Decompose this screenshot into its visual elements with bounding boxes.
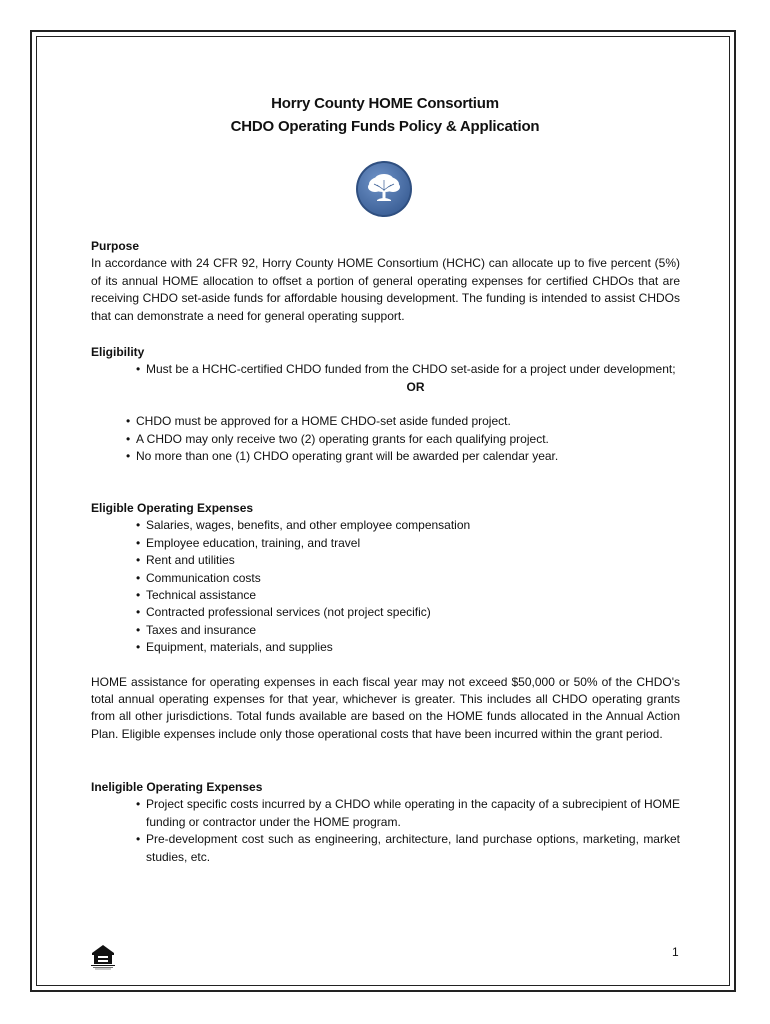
eligible-expenses-section: [91, 500, 680, 743]
purpose-paragraph: In accordance with 24 CFR 92, Horry County HOME Consortium (HCHC) can allocate up to five percent (5%) of its annual HOME allocation to offset a portion of general operating expenses for certified CHDOs that are receiving CHDO set-aside funds for affordable housing development. The funding is intended to assist CHDOs that can demonstrate a need for general operating support.: [91, 256, 680, 323]
purpose-heading: Purpose: [91, 239, 140, 253]
list-item: • Employee education, training, and travel: [136, 535, 680, 552]
purpose-section: [91, 238, 680, 325]
equal-housing-opportunity-icon: [90, 942, 116, 970]
eligible-expenses-heading: Eligible Operating Expenses: [91, 501, 254, 515]
operating-limit-paragraph: HOME assistance for operating expenses in each fiscal year may not exceed $50,000 or 50% of the CHDO's total annual operating expenses for that year, whichever is greater. This includes all CHDO operating grants from all other jurisdictions. Total funds available are based on the HOME funds allocated in the Annual Action Plan. Eligible expenses include only those operational costs that have been incurred within the grant period.: [91, 674, 680, 741]
list-item: • Technical assistance: [136, 587, 680, 604]
document-subtitle: CHDO Operating Funds Policy & Application: [230, 118, 540, 135]
eligibility-heading: Eligibility: [91, 345, 145, 359]
eligibility-list: [81, 413, 680, 465]
list-item: • Must be a HCHC-certified CHDO funded from the CHDO set-aside for a project under development;: [136, 361, 680, 378]
list-item: • Pre-development cost such as engineering, architecture, land purchase options, marketing, market studies, etc.: [136, 831, 680, 866]
list-item: • Communication costs: [136, 570, 680, 587]
list-item: • Equipment, materials, and supplies: [136, 639, 680, 656]
eligible-expenses-list: [91, 517, 680, 656]
list-item: • Taxes and insurance: [136, 622, 680, 639]
eligibility-section: [91, 344, 680, 465]
list-item: • CHDO must be approved for a HOME CHDO-set aside funded project.: [126, 413, 680, 430]
list-item: • Project specific costs incurred by a CHDO while operating in the capacity of a subrecipient of HOME funding or contractor under the HOME program.: [136, 796, 680, 831]
tree-seal-icon: [355, 160, 413, 218]
list-item: • Rent and utilities: [136, 552, 680, 569]
ineligible-expenses-section: [91, 779, 680, 866]
or-separator: OR: [406, 379, 425, 394]
ineligible-expenses-list: [91, 796, 680, 866]
list-item: • Contracted professional services (not project specific): [136, 604, 680, 621]
eligibility-first-list: [91, 361, 680, 378]
list-item: • Salaries, wages, benefits, and other employee compensation: [136, 517, 680, 534]
list-item: • A CHDO may only receive two (2) operating grants for each qualifying project.: [126, 431, 680, 448]
list-item: • No more than one (1) CHDO operating grant will be awarded per calendar year.: [126, 448, 680, 465]
page-number: 1: [672, 945, 679, 959]
ineligible-expenses-heading: Ineligible Operating Expenses: [91, 780, 263, 794]
document-title: Horry County HOME Consortium: [271, 95, 499, 112]
